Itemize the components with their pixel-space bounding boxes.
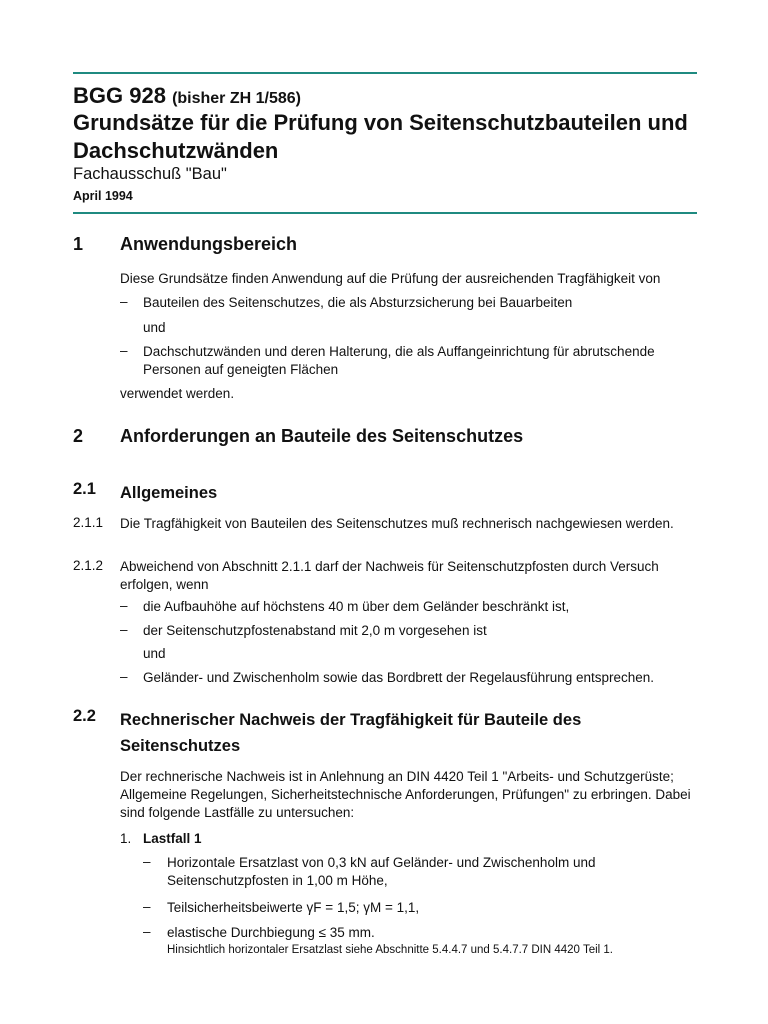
section-2-2-heading	[73, 707, 693, 761]
section-number: 2.1	[73, 480, 96, 498]
load-case-note: Hinsichtlich horizontaler Ersatzlast siehe Abschnitte 5.4.4.7 und 5.4.7.7 DIN 4420 Teil 1.	[167, 944, 613, 956]
section-1-heading	[73, 234, 693, 258]
doc-number: BGG 928	[73, 83, 166, 108]
section-number: 2.2	[73, 707, 96, 725]
s1-outro: verwendet werden.	[120, 386, 235, 401]
bullet-dash: –	[120, 343, 128, 358]
load-case-item-2: Teilsicherheitsbeiwerte γF = 1,5; γM = 1,1,	[167, 900, 420, 915]
bullet-dash: –	[143, 854, 151, 869]
s21-bullet-1: die Aufbauhöhe auf höchstens 40 m über dem Geländer beschränkt ist,	[143, 599, 570, 614]
publication-date: April 1994	[73, 189, 133, 203]
document-id	[73, 83, 301, 109]
bullet-dash: –	[120, 669, 128, 684]
section-number: 1	[73, 234, 84, 254]
bullet-dash: –	[143, 924, 151, 939]
committee: Fachausschuß "Bau"	[73, 165, 227, 183]
header-rule-bottom	[73, 212, 697, 214]
bullet-dash: –	[120, 294, 128, 309]
previous-doc-number: (bisher ZH 1/586)	[172, 90, 301, 107]
s21-bullet-3: Geländer- und Zwischenholm sowie das Bordbrett der Regelausführung entsprechen.	[143, 670, 655, 685]
section-title: Allgemeines	[120, 484, 218, 502]
header-rule-top	[73, 72, 697, 74]
section-title: Anwendungsbereich	[120, 234, 298, 254]
load-case-number: 1.	[120, 831, 132, 846]
bullet-dash: –	[143, 899, 151, 914]
section-title: Rechnerischer Nachweis der Tragfähigkeit für Bauteile des Seitenschutzes	[120, 711, 582, 755]
s1-item-1: Bauteilen des Seitenschutzes, die als Absturzsicherung bei Bauarbeiten	[143, 295, 573, 310]
section-2-1-heading	[73, 480, 693, 504]
s22-intro: Der rechnerische Nachweis ist in Anlehnung an DIN 4420 Teil 1 "Arbeits- und Schutzgerüste; Allgemeine Regelungen, Sicherheitstechnische Anforderungen, Prüfungen" zu erbringen. Dabei sind folgende Lastfälle zu untersuchen:	[120, 769, 691, 820]
s1-item-2: Dachschutzwänden und deren Halterung, die als Auffangeinrichtung für abrutschende Personen auf geneigten Flächen	[143, 344, 655, 377]
bullet-dash: –	[120, 598, 128, 613]
load-case-item-1: Horizontale Ersatzlast von 0,3 kN auf Geländer- und Zwischenholm und Seitenschutzpfosten in 1,00 m Höhe,	[167, 855, 596, 888]
load-case-title: Lastfall 1	[143, 831, 202, 846]
s21-paragraph-2: Abweichend von Abschnitt 2.1.1 darf der Nachweis für Seitenschutzpfosten durch Versuch erfolgen, wenn	[120, 559, 659, 592]
s1-intro: Diese Grundsätze finden Anwendung auf die Prüfung der ausreichenden Tragfähigkeit von	[120, 271, 661, 286]
bullet-dash: –	[120, 622, 128, 637]
s21-und: und	[143, 646, 166, 661]
load-case-item-3: elastische Durchbiegung ≤ 35 mm.	[167, 925, 375, 940]
s1-und: und	[143, 320, 166, 335]
document-title: Grundsätze für die Prüfung von Seitenschutzbauteilen und Dachschutzwänden	[73, 110, 688, 163]
section-number: 2	[73, 426, 84, 446]
s21-paragraph-1: Die Tragfähigkeit von Bauteilen des Seitenschutzes muß rechnerisch nachgewiesen werden.	[120, 516, 674, 531]
section-2-heading	[73, 426, 693, 450]
paragraph-number: 2.1.1	[73, 515, 104, 530]
s21-bullet-2: der Seitenschutzpfostenabstand mit 2,0 m vorgesehen ist	[143, 623, 487, 638]
paragraph-number: 2.1.2	[73, 558, 104, 573]
section-title: Anforderungen an Bauteile des Seitenschutzes	[120, 426, 524, 446]
